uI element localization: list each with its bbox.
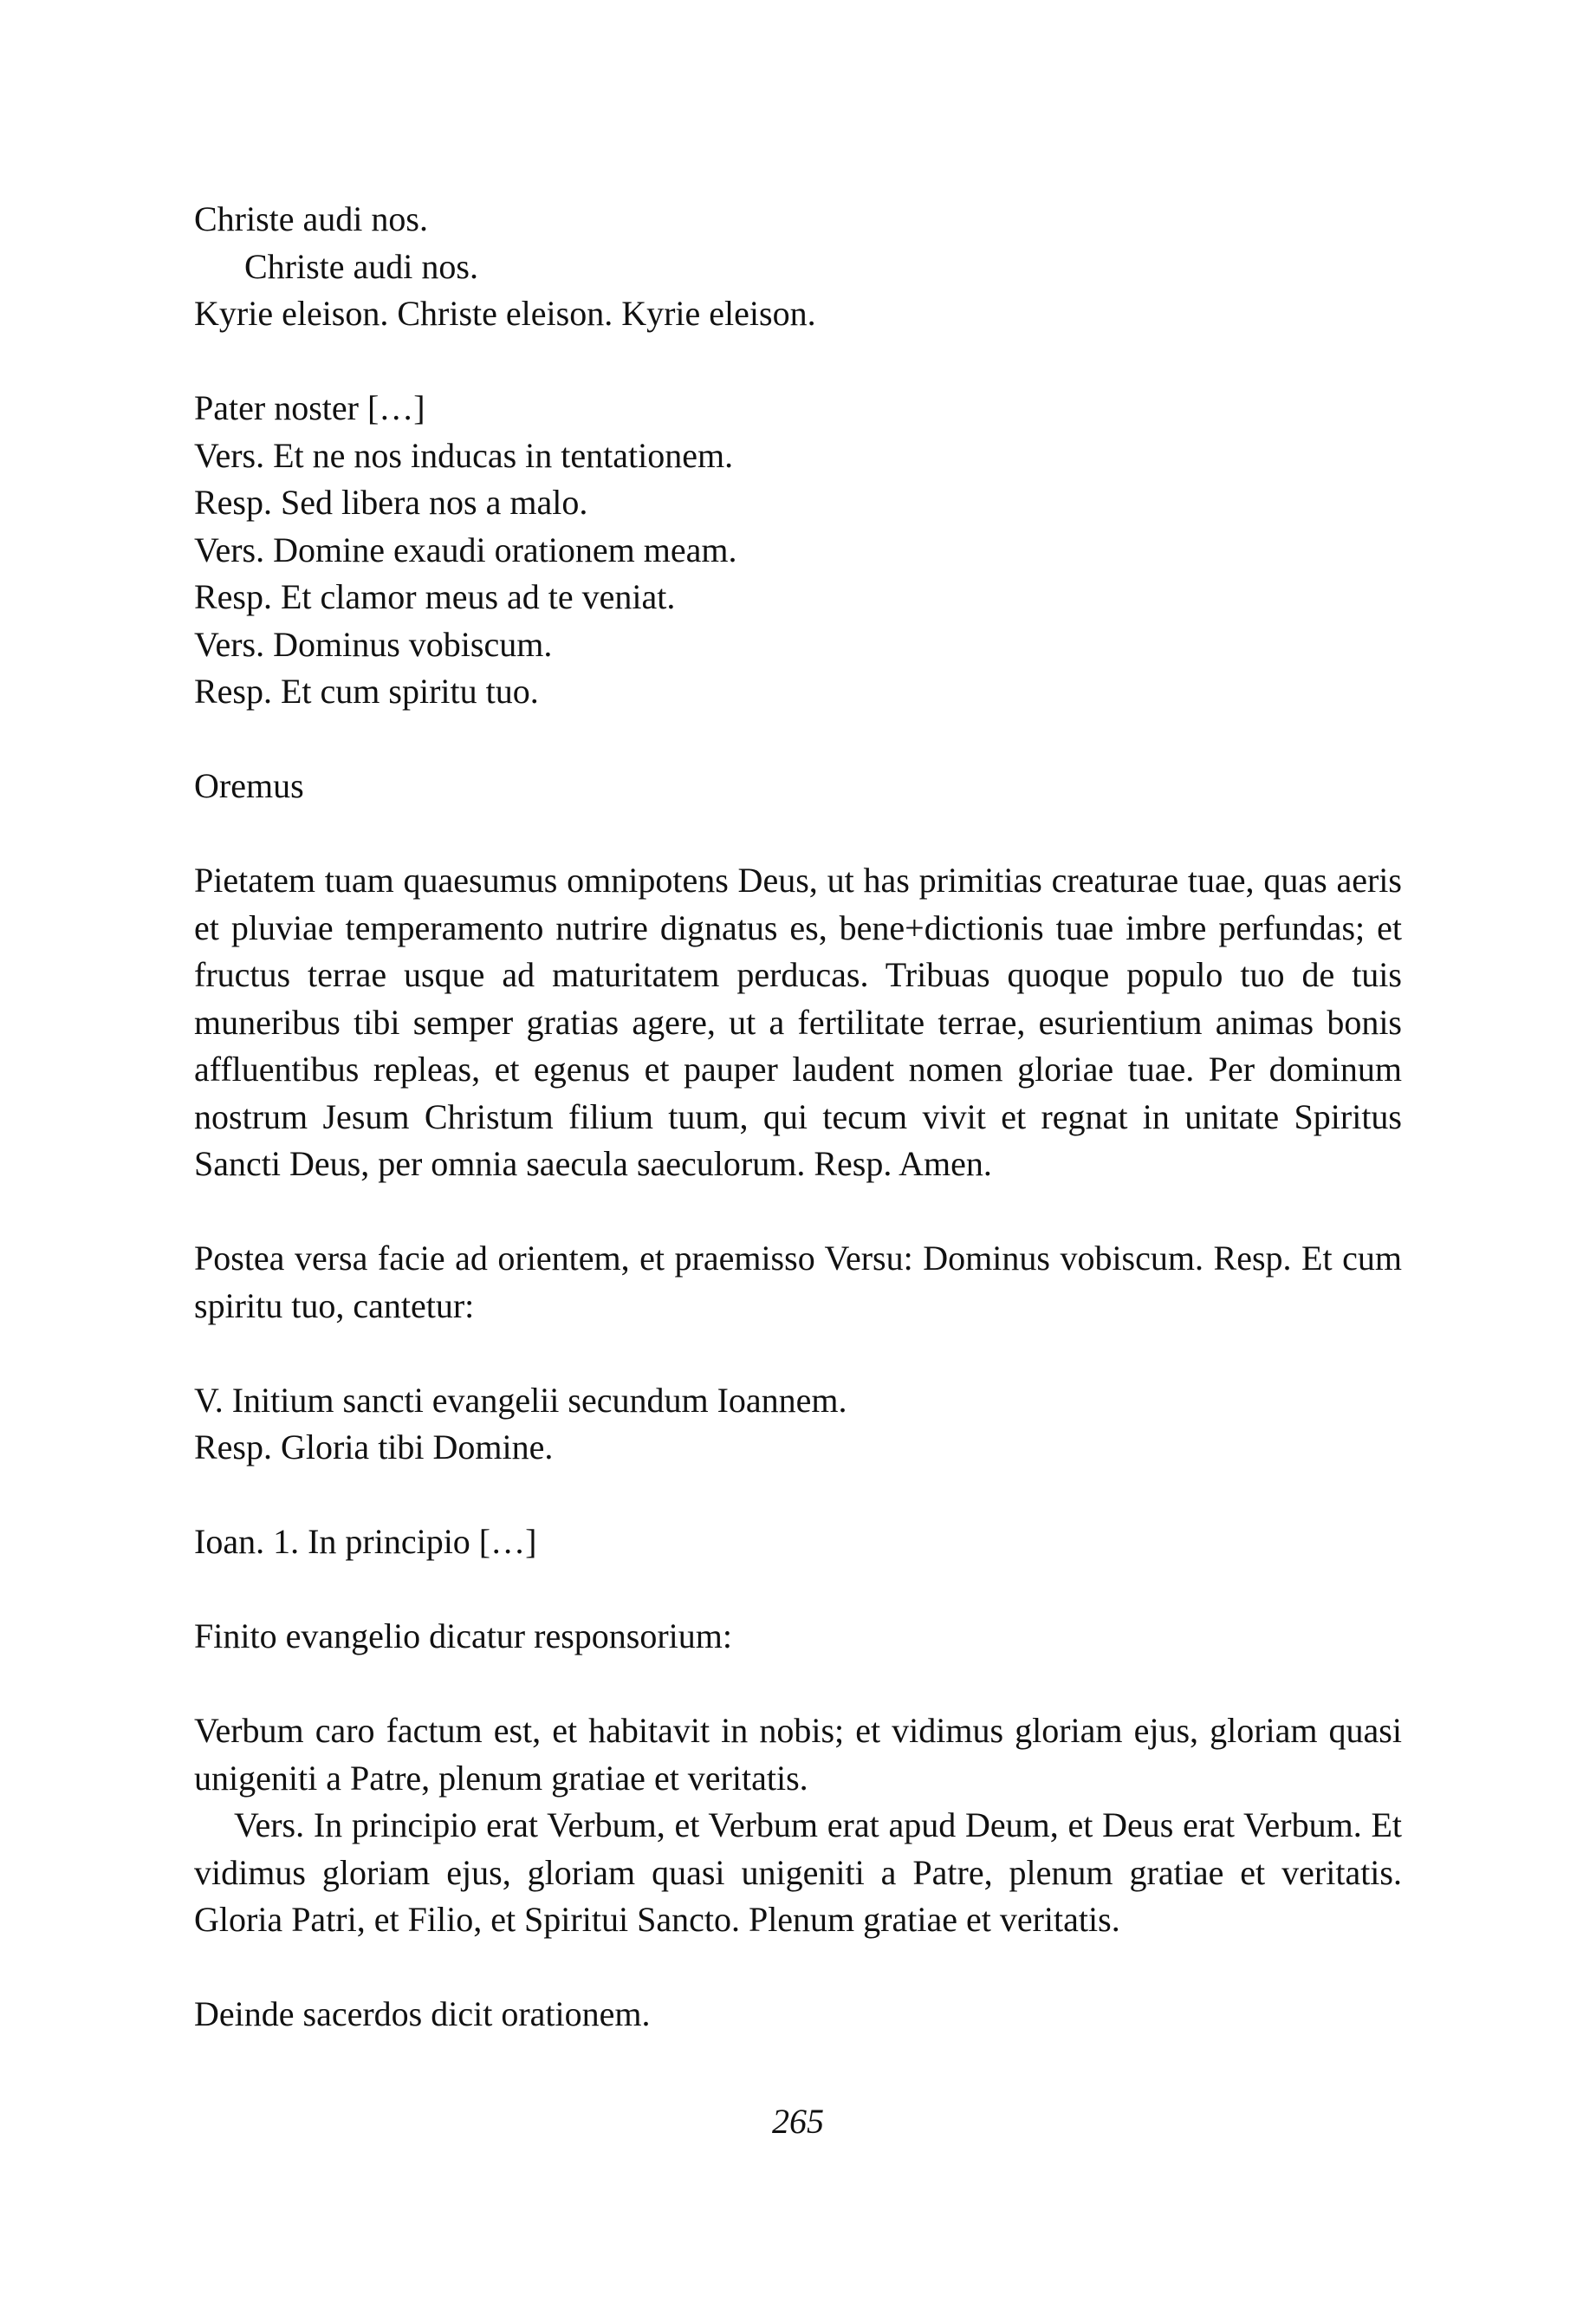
- paragraph-gap: [194, 1944, 1402, 1992]
- responsory-verse: Vers. In principio erat Verbum, et Verbum erat apud Deum, et Deus erat Verbum. Et vidimus gloriam ejus, gloriam quasi unigeniti a Patre, plenum gratiae et veritatis. Gloria Patri, et Filio, et Spiritui Sancto. Plenum gratiae et veritatis.: [194, 1805, 1402, 1939]
- page-number: 265: [772, 2102, 824, 2141]
- page-body: [194, 196, 1402, 2039]
- prayer-paragraph: Pietatem tuam quaesumus omnipotens Deus, ut has primitias creaturae tuae, quas aeris et pluviae temperamento nutrire dignatus es, bene+dictionis tuae imbre perfundas; et fructus terrae usque ad maturitatem perducas. Tribuas quoque populo tuo de tuis muneribus tibi semper gratias agere, ut a fertilitate terrae, esurientium animas bonis affluentibus repleas, et egenus et pauper laudent nomen gloriae tuae. Per dominum nostrum Jesum Christum filium tuum, qui tecum vivit et regnat in unitate Spiritus Sancti Deus, per omnia saecula saeculorum. Resp. Amen.: [194, 861, 1402, 1183]
- reading-reference: Ioan. 1. In principio […]: [194, 1522, 537, 1561]
- paragraph-gap: [194, 716, 1402, 764]
- closing-rubric: Deinde sacerdos dicit orationem.: [194, 1994, 651, 2033]
- paragraph-gap: [194, 1566, 1402, 1614]
- versicle-line: Pater noster […]: [194, 388, 425, 427]
- versicle-line: Vers. Et ne nos inducas in tentationem.: [194, 435, 734, 475]
- versicle-line: Resp. Et clamor meus ad te veniat.: [194, 577, 676, 616]
- paragraph-gap: [194, 338, 1402, 386]
- versicle-line: Vers. Domine exaudi orationem meam.: [194, 530, 737, 569]
- responsory-paragraph: Verbum caro factum est, et habitavit in nobis; et vidimus gloriam ejus, gloriam quasi unigeniti a Patre, plenum gratiae et veritatis.: [194, 1711, 1402, 1798]
- paragraph-gap: [194, 1188, 1402, 1236]
- versicle-line: Resp. Sed libera nos a malo.: [194, 483, 588, 522]
- litany-line-1: Christe audi nos.: [194, 199, 428, 238]
- gospel-response: Resp. Gloria tibi Domine.: [194, 1427, 554, 1466]
- paragraph-gap: [194, 1330, 1402, 1377]
- paragraph-gap: [194, 1661, 1402, 1708]
- paragraph-gap: [194, 1472, 1402, 1519]
- rubric-line: Finito evangelio dicatur responsorium:: [194, 1616, 732, 1655]
- gospel-versicle: V. Initium sancti evangelii secundum Ioannem.: [194, 1380, 847, 1420]
- rubric-paragraph: Postea versa facie ad orientem, et praemisso Versu: Dominus vobiscum. Resp. Et cum spiritu tuo, cantetur:: [194, 1239, 1402, 1325]
- versicle-line: Vers. Dominus vobiscum.: [194, 624, 553, 664]
- litany-line-3: Kyrie eleison. Christe eleison. Kyrie eleison.: [194, 294, 816, 333]
- oremus-heading: Oremus: [194, 766, 304, 805]
- versicle-line: Resp. Et cum spiritu tuo.: [194, 672, 539, 711]
- paragraph-gap: [194, 810, 1402, 858]
- litany-line-2: Christe audi nos.: [244, 246, 478, 286]
